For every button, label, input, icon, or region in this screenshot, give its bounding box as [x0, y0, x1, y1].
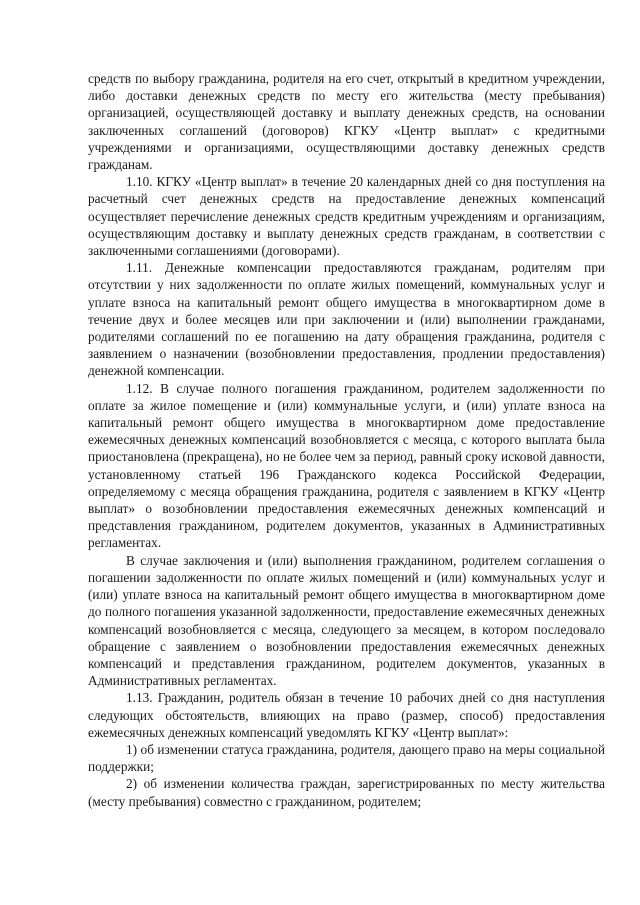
- paragraph-1-12: 1.12. В случае полного погашения гражданином, родителем задолженности по оплате за жилое помещение и (или) коммунальные услуги, и (или) уплате взноса на капитальный ремонт общего имущества в многоквартирном доме предоставление ежемесячных денежных компенсаций возобновляется с месяца, с которого выплата была приостановлена (прекращена), но не более чем за период, равный сроку исковой давности, установленному статьей 196 Гражданского кодекса Российской Федерации, определяемому с месяца обращения гражданина, родителя с заявлением в КГКУ «Центр выплат» о возобновлении предоставления ежемесячных денежных компенсаций и представления гражданином, родителем документов, указанных в Административных регламентах.: [88, 380, 605, 551]
- paragraph-1-12-agreement: В случае заключения и (или) выполнения гражданином, родителем соглашения о погашении задолженности по оплате жилых помещений и (или) коммунальных услуг и (или) уплате взноса на капитальный ремонт общего имущества в многоквартирном доме до полного погашения указанной задолженности, предоставление ежемесячных денежных компенсаций возобновляется с месяца, следующего за месяцем, в котором последовало обращение с заявлением о возобновлении предоставления ежемесячных денежных компенсаций и представления гражданином, родителем документов, указанных в Административных регламентах.: [88, 552, 605, 689]
- list-item-1: 1) об изменении статуса гражданина, родителя, дающего право на меры социальной поддержки;: [88, 741, 605, 775]
- paragraph-continuation: средств по выбору гражданина, родителя на его счет, открытый в кредитном учреждении, либо доставки денежных средств по месту его жительства (месту пребывания) организацией, осуществляющей доставку и выплату денежных средств, на основании заключенных соглашений (договоров) КГКУ «Центр выплат» с кредитными учреждениями и организациями, осуществляющими доставку денежных средств гражданам.: [88, 71, 605, 173]
- paragraph-1-10: 1.10. КГКУ «Центр выплат» в течение 20 календарных дней со дня поступления на расчетный счет денежных средств на предоставление денежных компенсаций осуществляет перечисление денежных средств кредитным учреждениям и организациям, осуществляющим доставку и выплату денежных средств гражданам, в соответствии с заключенными соглашениями (договорами).: [88, 174, 605, 259]
- paragraph-1-13: 1.13. Гражданин, родитель обязан в течение 10 рабочих дней со дня наступления следующих обстоятельств, влияющих на право (размер, способ) предоставления ежемесячных денежных компенсаций уведомлять КГКУ «Центр выплат»:: [88, 690, 605, 740]
- list-item-2: 2) об изменении количества граждан, зарегистрированных по месту жительства (месту пребывания) совместно с гражданином, родителем;: [88, 776, 605, 809]
- paragraph-1-11: 1.11. Денежные компенсации предоставляются гражданам, родителям при отсутствии у них задолженности по оплате жилых помещений, коммунальных услуг и уплате взноса на капитальный ремонт общего имущества в многоквартирном доме в течение двух и более месяцев или при заключении и (или) выполнении гражданами, родителями соглашений по ее погашению на дату обращения гражданина, родителя с заявлением о назначении (возобновлении предоставления, продлении предоставления) денежной компенсации.: [88, 260, 605, 379]
